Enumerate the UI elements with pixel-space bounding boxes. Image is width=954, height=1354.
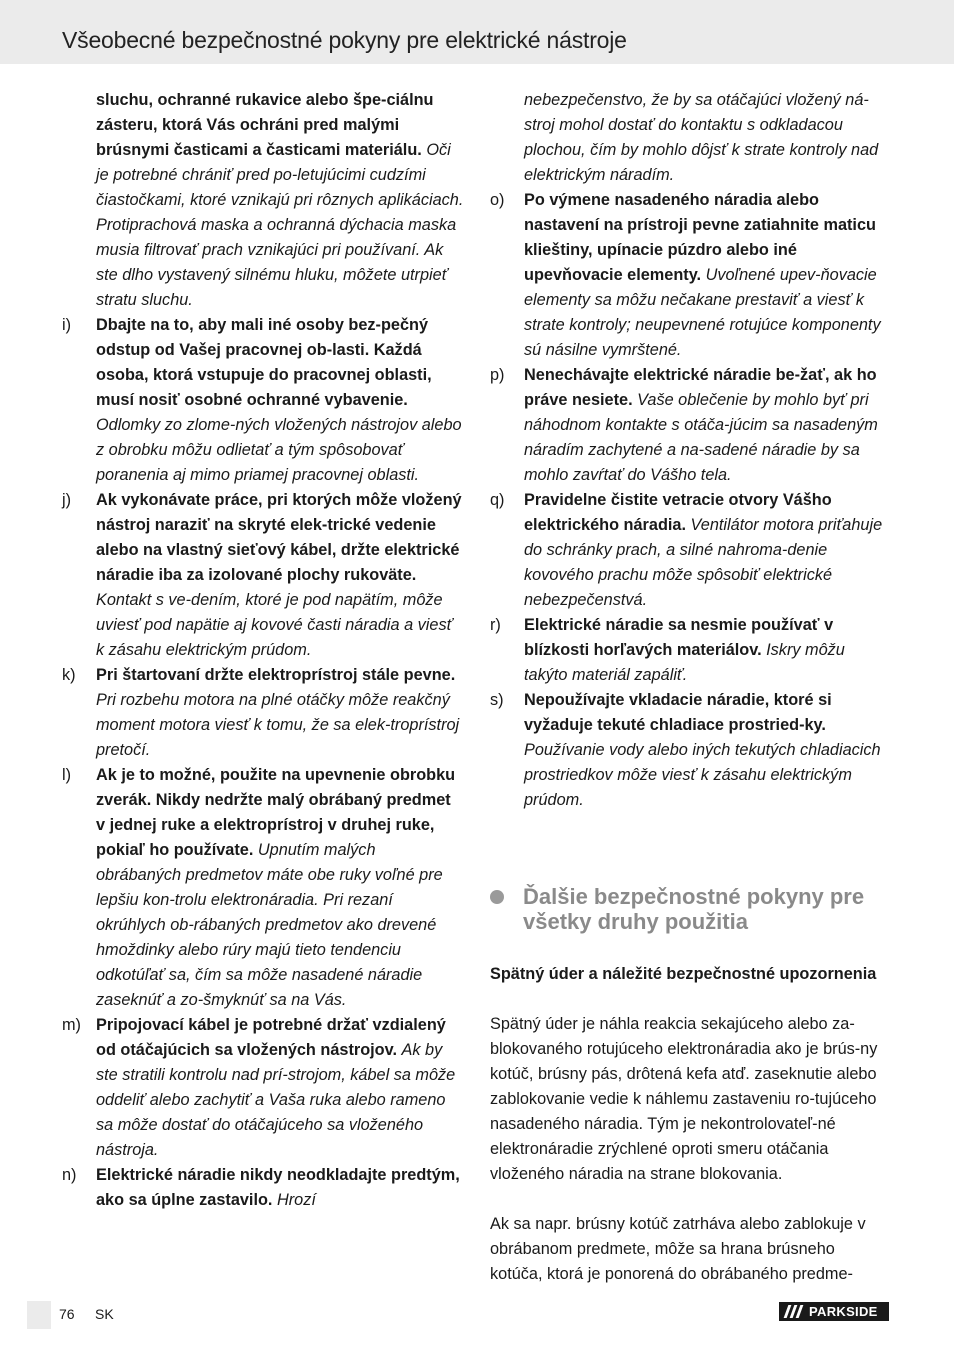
item-letter: q) [490, 491, 505, 509]
item-letter: r) [490, 616, 501, 634]
paragraph-2: Ak sa napr. brúsny kotúč zatrháva alebo zablokuje v obrábanom predmete, môže sa hrana brúsneho kotúča, ktorá je ponorená do obrábaného predme- [490, 1215, 866, 1283]
item-letter: m) [62, 1016, 81, 1034]
list-item-j [62, 488, 464, 663]
left-column [62, 88, 464, 1213]
list-item-l [62, 763, 464, 1013]
item-letter: n) [62, 1166, 77, 1184]
language-code: SK [95, 1306, 114, 1322]
item-italic: Hrozí [276, 1191, 316, 1209]
list-item-o [490, 188, 890, 363]
list-item-m [62, 1013, 464, 1163]
item-n-italic: nebezpečenstvo, že by sa otáčajúci vložený ná-stroj mohol dostať do kontaktu s odkladacou plochou, čím by mohlo dôjsť k strate kontroly nad elektrickým náradím. [524, 91, 879, 184]
item-bold: Ak je to možné, použite na upevnenie obrobku zverák. Nikdy nedržte malý obrábaný predmet v jednej ruke a elektroprístroj v druhej ruke, pokiaľ ho používate. [96, 766, 456, 859]
item-bold: Nenechávajte elektrické náradie be-žať, ak ho práve nesiete. [524, 366, 877, 409]
item-h-italic: Oči je potrebné chrániť pred po-letujúcimi cudzími čiastočkami, ktoré vznikajú pri rôznych aplikáciach. Protiprachová maska a ochranná dýchacia maska musia filtrovať prach vznikajúci pri používaní. Ak ste dlho vystavený silnému hluku, môžete utrpieť stratu sluchu. [96, 141, 464, 309]
item-italic: Vaše oblečenie by mohlo byť pri náhodnom kontakte s otáča-júcim sa nasadeným náradím zachytené a na-sadené náradie by sa mohlo zavŕtať do Vášho tela. [524, 391, 878, 484]
list-item-p [490, 363, 890, 488]
item-letter: k) [62, 666, 76, 684]
logo-text: PARKSIDE [809, 1304, 878, 1319]
item-italic: Ventilátor motora priťahuje do schránky prach, a silné nahroma-denie kovového prachu môže spôsobiť elektrické nebezpečenstvá. [524, 516, 883, 609]
page-header [0, 0, 954, 64]
list-item-k [62, 663, 464, 763]
item-italic: Kontakt s ve-dením, ktoré je pod napätím, môže uviesť pod napätie aj kovové časti náradia a viesť k zásahu elektrickým prúdom. [96, 591, 453, 659]
item-n-continuation [490, 88, 890, 188]
item-letter: l) [62, 766, 72, 784]
item-letter: o) [490, 191, 505, 209]
paragraph-1: Spätný úder je náhla reakcia sekajúceho alebo za-blokovaného rotujúceho elektronáradia ako je brús-ny kotúč, brúsny pás, drôtená kefa atď. zaseknutie alebo zablokovanie vedie k náhlemu zastaveniu ro-tujúceho nasadeného náradia. Tým je nekontrolovateľ-né elektronáradie zrýchlené oproti smeru otáčania vloženého náradia na strane blokovania. [490, 1015, 878, 1183]
item-italic: Upnutím malých obrábaných predmetov máte obe ruky voľné pre lepšiu kon-trolu elektronáradia. Pri rezaní okrúhlych ob-rábaných predmetov ako drevené hmoždinky alebo rúry majú tieto tendenciu odkotúľať sa, čím sa môže nasadené náradie zaseknúť a zo-šmyknúť sa na Vás. [96, 841, 443, 1009]
list-item-i [62, 313, 464, 488]
item-italic: Odlomky zo zlome-ných vložených nástrojov alebo z obrobku môžu odlietať a tým spôsobovať poranenia aj mimo priamej pracovnej oblasti. [96, 416, 462, 484]
right-column [490, 88, 890, 813]
item-bold: Pravidelne čistite vetracie otvory Vášho elektrického náradia. [524, 491, 832, 534]
item-italic: Pri rozbehu motora na plné otáčky môže reakčný moment motora viesť k tomu, že sa elek-troprístroj pretočí. [96, 691, 460, 759]
list-item-n [62, 1163, 464, 1213]
item-letter: p) [490, 366, 505, 384]
item-bold: Pri štartovaní držte elektroprístroj stále pevne. [96, 666, 456, 684]
list-item-s [490, 688, 890, 813]
item-bold: Pripojovací kábel je potrebné držať vzdialený od otáčajúcich sa vložených nástrojov. [96, 1016, 446, 1059]
item-italic: Iskry môžu takýto materiál zapáliť. [524, 641, 845, 684]
item-h-bold: sluchu, ochranné rukavice alebo špe-ciálnu zásteru, ktorá Vás ochráni pred malými brúsnymi časticami a časticami materiálu. [96, 91, 434, 159]
list-item-r [490, 613, 890, 688]
item-bold: Ak vykonávate práce, pri ktorých môže vložený nástroj naraziť na skryté elek-trické vedenie alebo na vlastný sieťový kábel, držte elektrické náradie iba za izolované plochy rukoväte. [96, 491, 462, 584]
item-h-continuation [62, 88, 464, 313]
item-bold: Po výmene nasadeného náradia alebo nastavení na prístroji pevne zatiahnite maticu klieštiny, upínacie púzdro alebo iné upevňovacie elementy. [524, 191, 876, 284]
list-item-q [490, 488, 890, 613]
item-letter: j) [62, 491, 72, 509]
footer-page-box [27, 1301, 51, 1329]
item-letter: s) [490, 691, 504, 709]
parkside-logo [779, 1302, 889, 1321]
item-bold: Dbajte na to, aby mali iné osoby bez-pečný odstup od Vašej pracovnej ob-lasti. Každá osoba, ktorá vstupuje do pracovnej oblasti, musí nosiť osobné ochranné vybavenie. [96, 316, 432, 409]
page-number: 76 [59, 1306, 75, 1322]
logo-stripes-icon [783, 1302, 807, 1321]
page-title: Všeobecné bezpečnostné pokyny pre elektrické nástroje [62, 27, 627, 53]
section-heading [490, 884, 923, 934]
bullet-dot-icon [490, 890, 504, 904]
item-bold: Elektrické náradie nikdy neodkladajte predtým, ako sa úplne zastavilo. [96, 1166, 460, 1209]
item-bold: Elektrické náradie sa nesmie používať v blízkosti horľavých materiálov. [524, 616, 834, 659]
item-bold: Nepoužívajte vkladacie náradie, ktoré si vyžaduje tekuté chladiace prostried-ky. [524, 691, 832, 734]
section-heading-text: Ďalšie bezpečnostné pokyny pre všetky druhy použitia [523, 884, 865, 934]
subheading: Spätný úder a náležité bezpečnostné upozornenia [490, 965, 877, 983]
item-italic: Ak by ste stratili kontrolu nad prí-strojom, kábel sa môže oddeliť alebo zachytiť a Vaša ruka alebo rameno sa môže dostať do otáčajúceho sa vloženého nástroja. [96, 1041, 456, 1159]
item-italic: Používanie vody alebo iných tekutých chladiacich prostriedkov môže viesť k zásahu elektrickým prúdom. [524, 741, 881, 809]
item-letter: i) [62, 316, 72, 334]
item-italic: Uvoľnené upev-ňovacie elementy sa môžu nečakane prestaviť a viesť k strate kontroly; neupevnené rotujúce komponenty sú násilne vymrštené. [524, 266, 881, 359]
